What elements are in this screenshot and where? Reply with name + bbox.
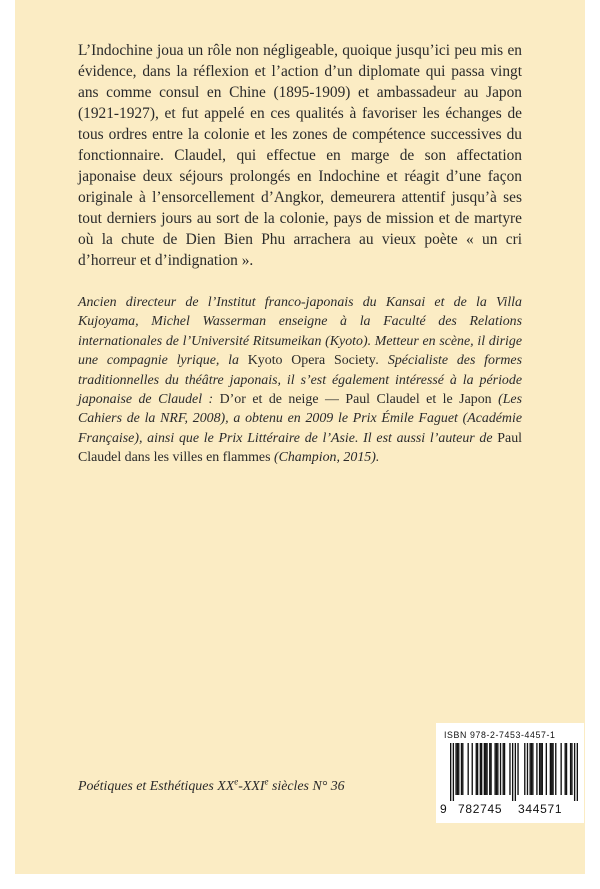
barcode-bar	[468, 743, 469, 795]
barcode-bar	[546, 743, 547, 795]
barcode-bar	[529, 743, 530, 795]
bio-opera-society: Kyoto Opera Society	[247, 353, 376, 369]
barcode-bar	[570, 743, 571, 795]
barcode-bar	[453, 743, 454, 801]
back-cover	[15, 0, 585, 874]
barcode-bar	[480, 743, 481, 795]
barcode-box	[436, 723, 584, 823]
barcode-bar	[503, 743, 504, 795]
series-after: siècles N° 36	[268, 779, 345, 794]
barcode-bar	[500, 743, 501, 795]
barcode-bar	[472, 743, 473, 795]
barcode-bar	[509, 743, 510, 795]
barcode-bar	[515, 743, 516, 801]
barcode-bar	[462, 743, 463, 795]
barcode-bar	[494, 743, 495, 795]
barcode-bar	[481, 743, 482, 795]
barcode-bar	[532, 743, 533, 795]
barcode-bar	[552, 743, 553, 795]
barcode-bar	[476, 743, 477, 795]
barcode-bar	[542, 743, 543, 795]
barcode-bar	[504, 743, 505, 795]
barcode-bar	[477, 743, 478, 795]
author-biography	[78, 293, 522, 468]
series-mid: -XXI	[238, 779, 265, 794]
barcode-bar	[489, 743, 490, 795]
barcode-bar	[486, 743, 487, 795]
barcode-bar	[531, 743, 532, 795]
series-before: Poétiques et Esthétiques XX	[78, 779, 235, 794]
barcode-bar	[458, 743, 459, 795]
barcode-bar	[540, 743, 541, 795]
series-sup-2: e	[264, 776, 269, 787]
barcode-bar	[574, 743, 575, 801]
barcode-bar	[496, 743, 497, 795]
barcode-bar	[485, 743, 486, 795]
barcode-group-1: 782745	[458, 802, 503, 816]
isbn-label: ISBN 978-2-7453-4457-1	[444, 730, 556, 740]
barcode-bar	[565, 743, 566, 795]
barcode-bar	[461, 743, 462, 795]
bio-book-title-1: D’or et de neige — Paul Claudel et le Japon	[219, 392, 492, 408]
series-line	[78, 776, 345, 795]
barcode-bar	[551, 743, 552, 795]
barcode-digits	[436, 802, 584, 818]
barcode-bar	[571, 743, 572, 795]
barcode-bar	[555, 743, 556, 795]
barcode-bar	[490, 743, 491, 795]
book-summary: L’Indochine joua un rôle non négligeable, quoique jusqu’ici peu mis en évidence, dans la réflexion et l’action d’un diplomate qui passa vingt ans comme consul en Chine (1895-1909) et ambassadeur au Japon (1921-1927), et fut appelé en ces qualités à favoriser les échanges de tous ordres entre la colonie et les zones de compétence successives du fonctionnaire. Claudel, qui effectue en marge de son affectation japonaise deux séjours prolongés en Indochine et réagit d’une façon originale à l’ensorcellement d’Angkor, demeurera attentif jusqu’à ses tout derniers jours au sort de la colonie, pays de mission et de martyre où la chute de Dien Bien Phu arrachera au vieux poète « un cri d’horreur et d’indignation ».	[78, 42, 522, 269]
barcode-bar	[550, 743, 551, 795]
barcode-bar	[577, 743, 578, 801]
barcode-bar	[455, 743, 456, 795]
barcode-bar	[527, 743, 528, 795]
bio-book-title-2: Paul Claudel dans les villes en flammes	[78, 430, 522, 466]
bio-part-4: (Champion, 2015).	[270, 450, 380, 466]
barcode-bar	[566, 743, 567, 795]
barcode-bar	[536, 743, 537, 795]
barcode-bar	[524, 743, 525, 795]
bio-part-3: (Les Cahiers de la NRF, 2008), a obtenu en 2009 le Prix Émile Faguet (Académie Française), ainsi que le Prix Littéraire de l’Asie. Il est aussi l’auteur de	[78, 392, 522, 446]
barcode-bar	[517, 743, 518, 795]
bio-part-2: . Spécialiste des formes traditionnelles du théâtre japonais, il s’est également intéressé à la période japonaise de Claudel :	[78, 353, 522, 408]
barcode-first-digit: 9	[440, 802, 447, 816]
barcode-bar	[512, 743, 513, 801]
barcode-bars	[450, 743, 578, 801]
barcode-bar	[484, 743, 485, 795]
series-sup-1: e	[234, 776, 239, 787]
barcode-group-2: 344571	[518, 802, 563, 816]
barcode-bar	[539, 743, 540, 795]
barcode-bar	[450, 743, 451, 801]
barcode-bar	[457, 743, 458, 795]
bio-part-1: Ancien directeur de l’Institut franco-japonais du Kansai et de la Villa Kujoyama, Michel Wasserman enseigne à la Faculté des Relations internationales de l’Université Ritsumeikan (Kyoto). Metteur en scène, il dirige une compagnie lyrique, la	[78, 295, 522, 369]
barcode-bar	[497, 743, 498, 795]
barcode-bar	[560, 743, 561, 795]
